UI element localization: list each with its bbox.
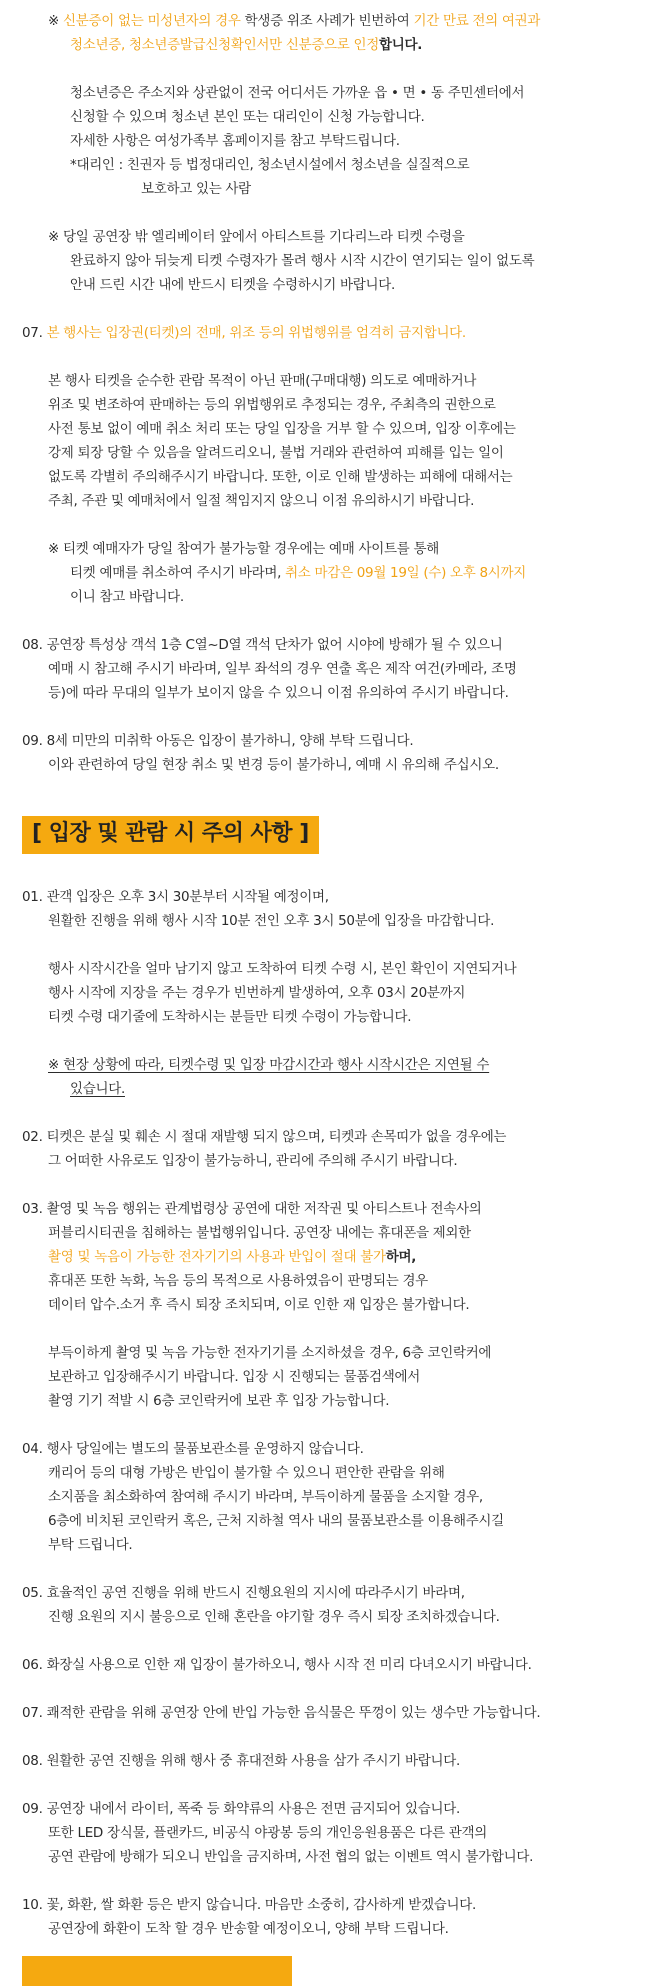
body-text: 효율적인 공연 진행을 위해 반드시 진행요원의 지시에 따라주시기 바라며, <box>46 1585 465 1601</box>
body-text: 합니다. <box>379 37 423 53</box>
body-text: 청소년증은 주소지와 상관없이 전국 어디서든 가까운 읍 • 면 • 동 주민센터에서 <box>70 85 525 101</box>
body-text: 등)에 따라 무대의 일부가 보이지 않을 수 있으니 이점 유의하여 주시기 바랍니다. <box>48 685 509 701</box>
highlight-text: 신분증이 없는 미성년자의 경우 <box>63 13 241 29</box>
item-line <box>22 1200 481 1218</box>
notice-line <box>70 36 422 54</box>
item-line <box>22 888 329 906</box>
body-text: 진행 요원의 지시 불응으로 인해 혼란을 야기할 경우 즉시 퇴장 조치하겠습니다. <box>48 1609 500 1625</box>
highlight-text: 촬영 및 녹음이 가능한 전자기기의 사용과 반입이 절대 불가 <box>48 1249 386 1265</box>
body-text: 8세 미만의 미취학 아동은 입장이 불가하니, 양해 부탁 드립니다. <box>46 733 414 749</box>
body-text: 그 어떠한 사유로도 입장이 불가능하니, 관리에 주의해 주시기 바랍니다. <box>48 1153 458 1169</box>
body-text: 자세한 사항은 여성가족부 홈페이지를 참고 부탁드립니다. <box>70 133 400 149</box>
body-text: 또한 LED 장식물, 플랜카드, 비공식 야광봉 등의 개인응원용품은 다른 관객의 <box>48 1825 487 1841</box>
item-number: 09. <box>22 733 43 749</box>
body-text: 부득이하게 촬영 및 녹음 가능한 전자기기를 소지하셨을 경우, 6층 코인락커에 <box>48 1345 492 1361</box>
body-text: 당일 공연장 밖 엘리베이터 앞에서 아티스트를 기다리느라 티켓 수령을 <box>63 229 465 245</box>
body-text: 강제 퇴장 당할 수 있음을 알려드리오니, 불법 거래와 관련하여 피해를 입는 일이 <box>48 445 504 461</box>
body-text: 캐리어 등의 대형 가방은 반입이 불가할 수 있으니 편안한 관람을 위해 <box>48 1465 445 1481</box>
body-text: 신청할 수 있으며 청소년 본인 또는 대리인이 신청 가능합니다. <box>70 109 425 125</box>
reference-mark: ※ <box>48 229 60 245</box>
highlight-text: 본 행사는 입장권(티켓)의 전매, 위조 등의 위법행위를 엄격히 금지합니다. <box>46 325 466 341</box>
body-text: 행사 시작에 지장을 주는 경우가 빈번하게 발생하여, 오후 03시 20분까지 <box>48 985 466 1001</box>
section-title: [ 입장 및 관람 시 주의 사항 ] <box>22 816 319 854</box>
body-text: 화장실 사용으로 인한 재 입장이 불가하오니, 행사 시작 전 미리 다녀오시기 바랍니다. <box>46 1657 532 1673</box>
item-line <box>22 1896 476 1914</box>
body-text: 촬영 기기 적발 시 6층 코인락커에 보관 후 입장 가능합니다. <box>48 1393 390 1409</box>
body-text: 촬영 및 녹음 행위는 관계법령상 공연에 대한 저작권 및 아티스트나 전속사의 <box>46 1201 482 1217</box>
highlight-text: 취소 마감은 09월 19일 (수) 오후 8시까지 <box>285 565 527 581</box>
body-text: 하며, <box>385 1249 417 1265</box>
body-text: 학생증 위조 사례가 빈번하여 <box>240 13 414 29</box>
body-text: 이와 관련하여 당일 현장 취소 및 변경 등이 불가하니, 예매 시 유의해 주십시오. <box>48 757 499 773</box>
highlight-text: 기간 만료 전의 여권과 <box>413 13 541 29</box>
body-text: 없도록 각별히 주의해주시기 바랍니다. 또한, 이로 인해 발생하는 피해에 대해서는 <box>48 469 513 485</box>
item-line <box>22 1800 460 1818</box>
body-text: 예매 시 참고해 주시기 바라며, 일부 좌석의 경우 연출 혹은 제작 여건(카메라, 조명 <box>48 661 517 677</box>
notice-line <box>48 228 464 246</box>
item-line <box>22 1752 460 1770</box>
body-text: 원활한 진행을 위해 행사 시작 10분 전인 오후 3시 50분에 입장을 마감합니다. <box>48 913 495 929</box>
item-number: 09. <box>22 1801 43 1817</box>
body-text: 관객 입장은 오후 3시 30분부터 시작될 예정이며, <box>46 889 329 905</box>
body-text: 티켓 예매자가 당일 참여가 불가능할 경우에는 예매 사이트를 통해 <box>63 541 439 557</box>
notice-line <box>48 12 540 30</box>
next-section-header <box>22 1956 292 1986</box>
underlined-notice: 있습니다. <box>70 1081 125 1097</box>
item-line <box>22 1440 364 1458</box>
body-text: 현장 상황에 따라, 티켓수령 및 입장 마감시간과 행사 시작시간은 지연될 수 <box>63 1057 490 1073</box>
body-text: 퍼블리시티권을 침해하는 불법행위입니다. 공연장 내에는 휴대폰을 제외한 <box>48 1225 471 1241</box>
item-number: 06. <box>22 1657 43 1673</box>
item-line <box>22 1128 506 1146</box>
item-number: 08. <box>22 1753 43 1769</box>
item-number: 03. <box>22 1201 43 1217</box>
item-heading <box>22 324 466 342</box>
body-text: 위조 및 변조하여 판매하는 등의 위법행위로 추정되는 경우, 주최측의 권한으로 <box>48 397 496 413</box>
body-text: 공연장 특성상 객석 1층 C열~D열 객석 단차가 없어 시야에 방해가 될 수 있으니 <box>46 637 503 653</box>
item-line <box>22 732 413 750</box>
item-line <box>22 1584 465 1602</box>
body-text: 행사 시작시간을 얼마 남기지 않고 도착하여 티켓 수령 시, 본인 확인이 지연되거나 <box>48 961 517 977</box>
body-text: 데이터 압수.소거 후 즉시 퇴장 조치되며, 이로 인한 재 입장은 불가합니다. <box>48 1297 470 1313</box>
body-text: 주최, 주관 및 예매처에서 일절 책임지지 않으니 이점 유의하시기 바랍니다. <box>48 493 475 509</box>
body-text: 안내 드린 시간 내에 반드시 티켓을 수령하시기 바랍니다. <box>70 277 395 293</box>
item-line <box>22 1704 540 1722</box>
body-text: 부탁 드립니다. <box>48 1537 133 1553</box>
item-line <box>22 636 502 654</box>
body-text: 이니 참고 바랍니다. <box>70 589 184 605</box>
body-text: 티켓은 분실 및 훼손 시 절대 재발행 되지 않으며, 티켓과 손목띠가 없을 경우에는 <box>46 1129 507 1145</box>
body-text: 본 행사 티켓을 순수한 관람 목적이 아닌 판매(구매대행) 의도로 예매하거나 <box>48 373 477 389</box>
underlined-notice <box>48 1056 489 1074</box>
highlight-text: 청소년증, 청소년증발급신청확인서만 신분증으로 인정 <box>70 37 380 53</box>
reference-mark: ※ <box>48 13 60 29</box>
body-text: 사전 통보 없이 예매 취소 처리 또는 당일 입장을 거부 할 수 있으며, 입장 이후에는 <box>48 421 516 437</box>
body-text: 꽃, 화환, 쌀 화환 등은 받지 않습니다. 마음만 소중히, 감사하게 받겠습니다. <box>46 1897 476 1913</box>
body-text: 행사 당일에는 별도의 물품보관소를 운영하지 않습니다. <box>46 1441 364 1457</box>
body-text: 보관하고 입장해주시기 바랍니다. 입장 시 진행되는 물품검색에서 <box>48 1369 420 1385</box>
item-number: 07. <box>22 325 43 341</box>
notice-line <box>48 1248 416 1266</box>
body-text: 공연 관람에 방해가 되오니 반입을 금지하며, 사전 협의 없는 이벤트 역시 불가합니다. <box>48 1849 534 1865</box>
item-number: 07. <box>22 1705 43 1721</box>
item-number: 01. <box>22 889 43 905</box>
item-number: 08. <box>22 637 43 653</box>
body-text: 티켓 예매를 취소하여 주시기 바라며, <box>70 565 286 581</box>
body-text: 원활한 공연 진행을 위해 행사 중 휴대전화 사용을 삼가 주시기 바랍니다. <box>46 1753 460 1769</box>
body-text: 티켓 수령 대기줄에 도착하시는 분들만 티켓 수령이 가능합니다. <box>48 1009 412 1025</box>
item-line <box>22 1656 532 1674</box>
body-text: 공연장 내에서 라이터, 폭죽 등 화약류의 사용은 전면 금지되어 있습니다. <box>46 1801 460 1817</box>
body-text: 공연장에 화환이 도착 할 경우 반송할 예정이오니, 양해 부탁 드립니다. <box>48 1921 449 1937</box>
body-text: 휴대폰 또한 녹화, 녹음 등의 목적으로 사용하였음이 판명되는 경우 <box>48 1273 428 1289</box>
reference-mark: ※ <box>48 1057 60 1073</box>
body-text: 쾌적한 관람을 위해 공연장 안에 반입 가능한 음식물은 뚜껑이 있는 생수만 가능합니다. <box>46 1705 541 1721</box>
reference-mark: ※ <box>48 541 60 557</box>
item-number: 10. <box>22 1897 43 1913</box>
body-text: 보호하고 있는 사람 <box>141 181 251 197</box>
notice-line <box>48 540 439 558</box>
body-text: *대리인 : 친권자 등 법정대리인, 청소년시설에서 청소년을 실질적으로 <box>70 157 470 173</box>
body-text: 6층에 비치된 코인락커 혹은, 근처 지하철 역사 내의 물품보관소를 이용해주시길 <box>48 1513 504 1529</box>
body-text: 소지품을 최소화하여 참여해 주시기 바라며, 부득이하게 물품을 소지할 경우, <box>48 1489 483 1505</box>
item-number: 04. <box>22 1441 43 1457</box>
body-text: 완료하지 않아 뒤늦게 티켓 수령자가 몰려 행사 시작 시간이 연기되는 일이 없도록 <box>70 253 535 269</box>
item-number: 02. <box>22 1129 43 1145</box>
item-number: 05. <box>22 1585 43 1601</box>
notice-line <box>70 564 526 582</box>
